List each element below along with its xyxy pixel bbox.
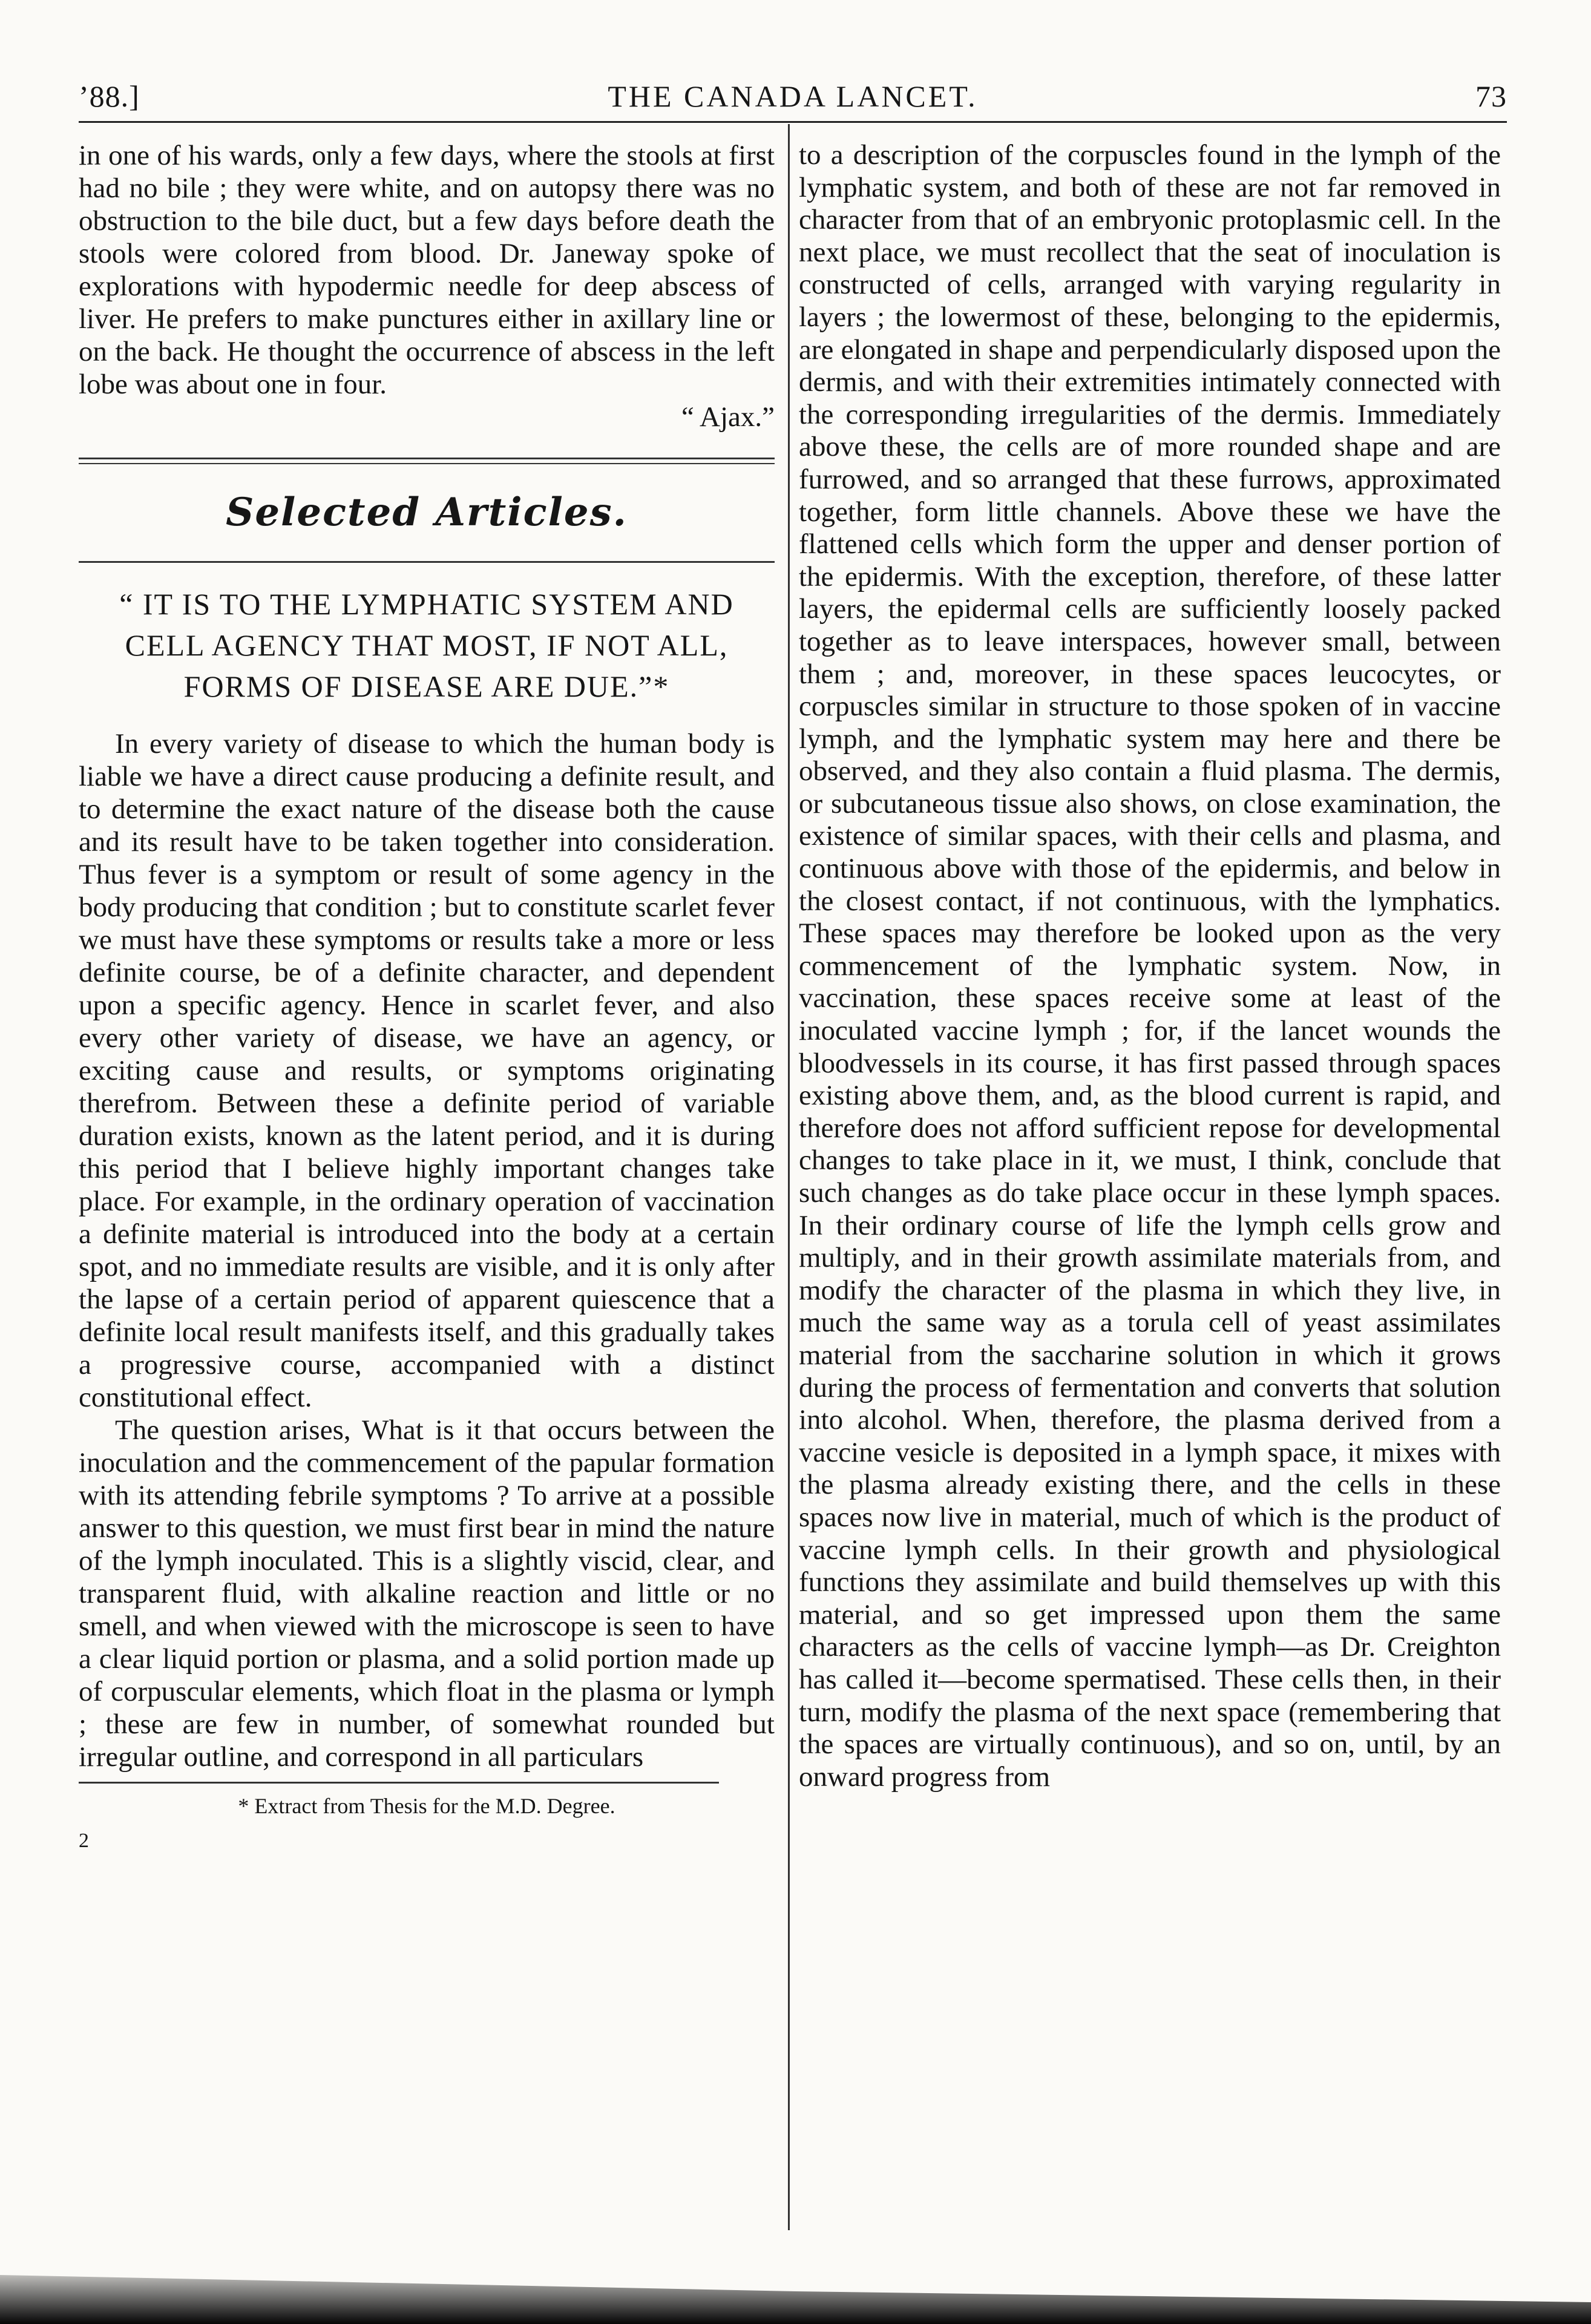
section-heading: Selected Articles. [226, 490, 628, 535]
header-volume-mark: ’88.] [79, 79, 140, 113]
footnote-rule [79, 1782, 719, 1784]
footnote: * Extract from Thesis for the M.D. Degree. [238, 1794, 615, 1818]
column-divider [788, 124, 790, 2230]
heading-rule [79, 561, 775, 563]
article-title: “ IT IS TO THE LYMPHATIC SYSTEM AND CELL AGENCY THAT MOST, IF NOT ALL, FORMS OF DISEASE ARE DUE.”* [119, 587, 734, 703]
page-number: 73 [1475, 79, 1507, 113]
article-paragraph-2: The question arises, What is it that occurs between the inoculation and the commencement of the papular formation with its attending febrile symptoms ? To arrive at a possible answer to this question, we must first bear in mind the nature of the lymph inoculated. This is a slightly viscid, clear, and transparent fluid, with alkaline reaction and little or no smell, and when viewed with the microscope is seen to have a clear liquid portion or plasma, and a solid portion made up of corpuscular elements, which float in the plasma or lymph ; these are few in number, of somewhat rounded but irregular outline, and correspond in all particulars [79, 1414, 775, 1773]
signature: “ Ajax.” [681, 401, 775, 433]
section-divider [79, 458, 775, 464]
right-column-text: to a description of the corpuscles found in the lymph of the lymphatic system, and both of these are not far removed in character from that of an embryonic protoplasmic cell. In the next place, we must recollect that the seat of inoculation is constructed of cells, arranged with varying regularity in layers ; the lowermost of these, belonging to the epidermis, are elongated in shape and perpendicularly disposed upon the dermis, and with their extremities intimately connected with the corresponding irregularities of the dermis. Immediately above these, the cells are of more rounded shape and are furrowed, and so arranged that these furrows, approximated together, form little channels. Above these we have the flattened cells which form the upper and denser portion of the epidermis. With the exception, therefore, of these latter layers, the epidermal cells are sufficiently loosely packed together as to leave interspaces, however small, between them ; and, moreover, in these spaces leucocytes, or corpuscles similar in structure to those spoken of in vaccine lymph, and the lymphatic system may here and there be observed, and they also contain a fluid plasma. The dermis, or subcutaneous tissue also shows, on close examination, the existence of similar spaces, with their cells and plasma, and continuous above with those of the epidermis, and below in the closest contact, if not continuous, with the lymphatics. These spaces may therefore be looked upon as the very commencement of the lymphatic system. Now, in vaccination, these spaces receive some at least of the inoculated vaccine lymph ; for, if the lancet wounds the bloodvessels in its course, it has first passed through spaces existing above them, and, as the blood current is rapid, and therefore does not afford sufficient repose for developmental changes to take place in it, we must, I think, conclude that such changes as do take place occur in these lymph spaces. In their ordinary course of life the lymph cells grow and multiply, and in their growth assimilate materials from, and modify the character of the plasma in which they live, in much the same way as a torula cell of yeast assimilates material from the saccharine solution in which it grows during the process of fermentation and converts that solution into alcohol. When, therefore, the plasma derived from a vaccine vesicle is deposited in a lymph space, it mixes with the plasma already existing there, and the cells in these spaces now live in material, much of which is the product of vaccine lymph cells. In their growth and physiological functions they assimilate and build themselves up with this material, and so get impressed upon them the same characters as the cells of vaccine lymph—as Dr. Creighton has called it—become spermatised. These cells then, in their turn, modify the plasma of the next space (remembering that the spaces are virtually continuous), and so on, until, by an onward progress from [799, 139, 1501, 1793]
article-paragraph-1: In every variety of disease to which the human body is liable we have a direct cause producing a definite result, and to determine the exact nature of the disease both the cause and its result have to be taken together into consideration. Thus fever is a symptom or result of some agency in the body producing that condition ; but to constitute scarlet fever we must have these symptoms or results take a more or less definite course, be of a definite character, and dependent upon a specific agency. Hence in scarlet fever, and also every other variety of disease, we have an agency, or exciting cause and results, or symptoms originating therefrom. Between these a definite period of variable duration exists, known as the latent period, and it is during this period that I believe highly important changes take place. For example, in the ordinary operation of vaccination a definite material is introduced into the body at a certain spot, and no immediate results are visible, and it is only after the lapse of a certain period of apparent quiescence that a definite local result manifests itself, and this gradually takes a progressive course, accompanied with a distinct constitutional effect. [79, 728, 775, 1413]
intro-paragraph: in one of his wards, only a few days, where the stools at first had no bile ; they were white, and on autopsy there was no obstruction to the bile duct, but a few days before death the stools were colored from blood. Dr. Janeway spoke of explorations with hypodermic needle for deep abscess of liver. He prefers to make punctures either in axillary line or on the back. He thought the occurrence of abscess in the left lobe was about one in four. [79, 140, 775, 400]
running-header [79, 79, 1507, 121]
journal-title: THE CANADA LANCET. [608, 79, 978, 113]
left-column [79, 139, 775, 1857]
scan-edge-shadow [0, 2215, 1591, 2324]
right-column [799, 139, 1501, 1793]
printer-signature-mark: 2 [79, 1830, 89, 1852]
header-rule [79, 121, 1507, 123]
